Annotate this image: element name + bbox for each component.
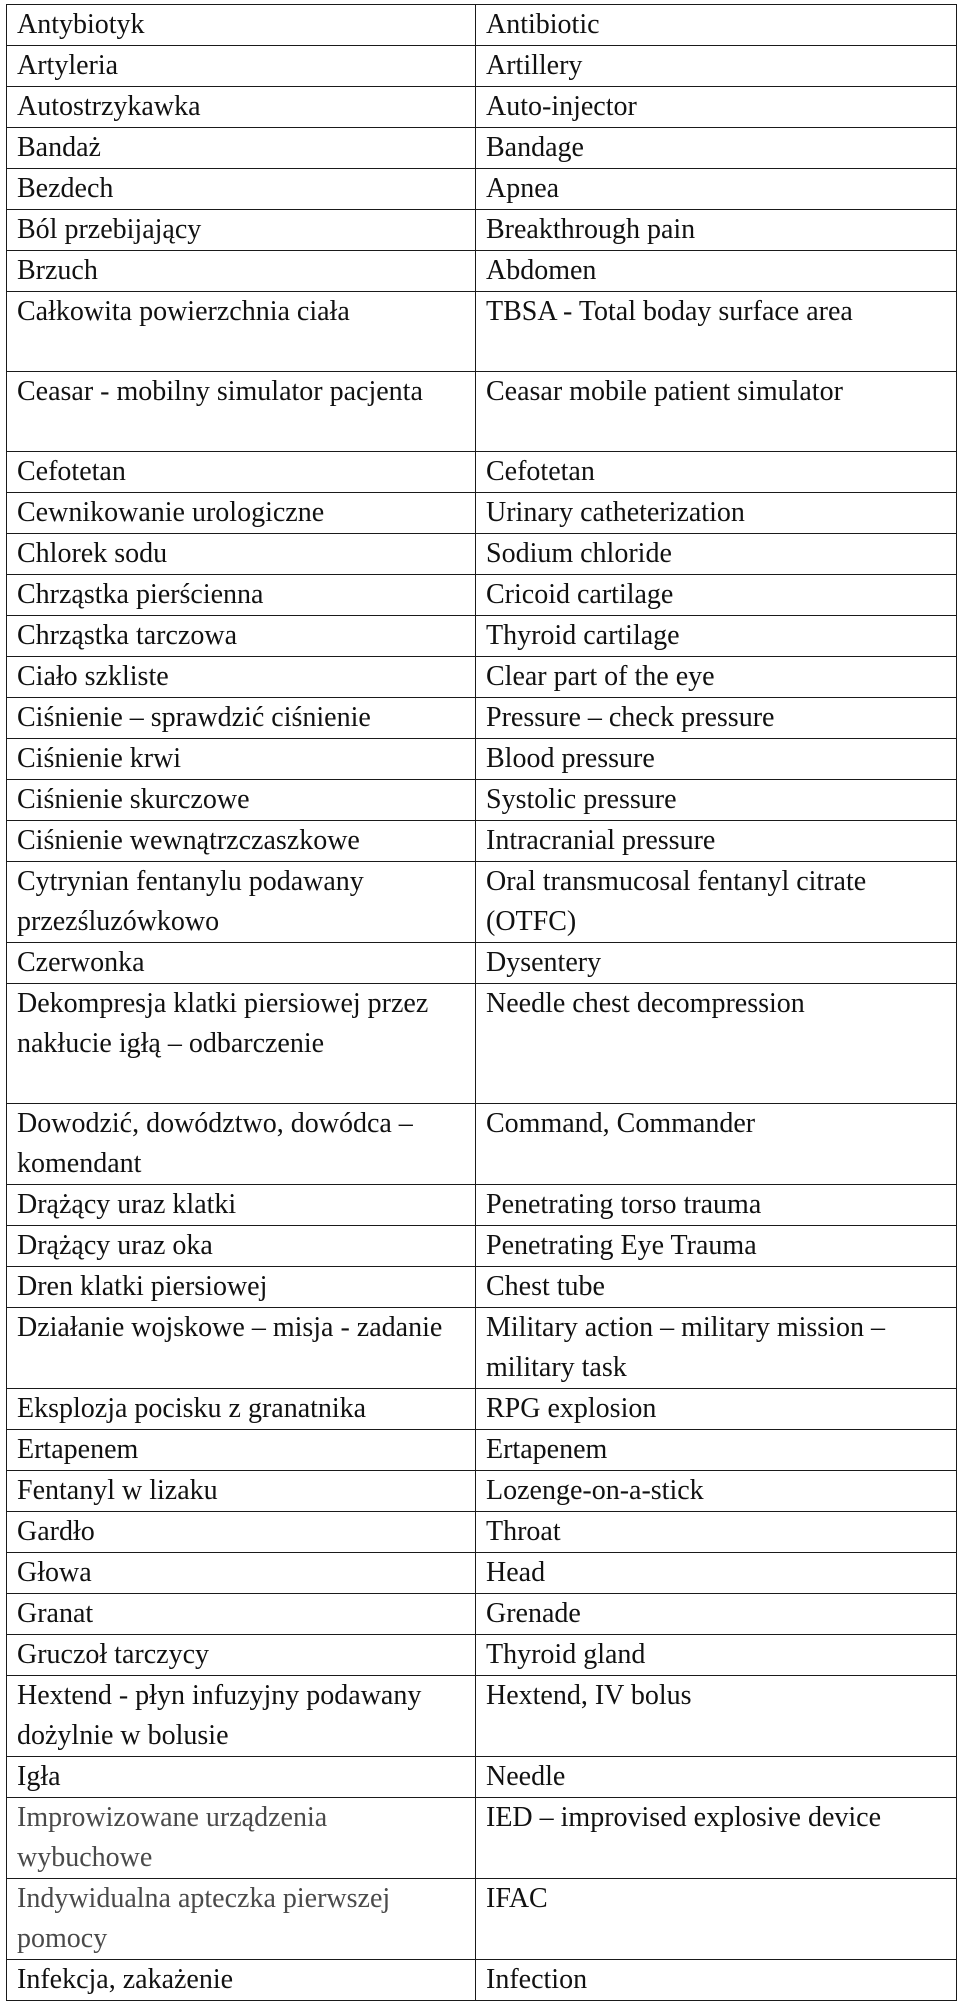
english-term: Thyroid gland	[476, 1635, 957, 1676]
english-term: Urinary catheterization	[476, 493, 957, 534]
polish-term: Chlorek sodu	[7, 534, 476, 575]
english-term: Cricoid cartilage	[476, 575, 957, 616]
english-term: Command, Commander	[476, 1104, 957, 1185]
table-row	[7, 1226, 957, 1267]
english-term: Penetrating torso trauma	[476, 1185, 957, 1226]
table-row	[7, 943, 957, 984]
polish-term: Antybiotyk	[7, 5, 476, 46]
english-term: Lozenge-on-a-stick	[476, 1471, 957, 1512]
polish-term: Bezdech	[7, 169, 476, 210]
polish-term: Działanie wojskowe – misja - zadanie	[7, 1308, 476, 1389]
polish-term: Czerwonka	[7, 943, 476, 984]
polish-term: Improwizowane urządzenia wybuchowe	[7, 1798, 476, 1879]
table-row	[7, 575, 957, 616]
english-term: Antibiotic	[476, 5, 957, 46]
polish-term: Indywidualna apteczka pierwszej pomocy	[7, 1879, 476, 1960]
polish-term: Cewnikowanie urologiczne	[7, 493, 476, 534]
polish-term: Gruczoł tarczycy	[7, 1635, 476, 1676]
table-row	[7, 87, 957, 128]
polish-term: Głowa	[7, 1553, 476, 1594]
table-row	[7, 128, 957, 169]
english-term: Ceasar mobile patient simulator	[476, 372, 957, 452]
polish-term: Eksplozja pocisku z granatnika	[7, 1389, 476, 1430]
table-row	[7, 5, 957, 46]
table-row	[7, 534, 957, 575]
table-row	[7, 210, 957, 251]
english-term: Systolic pressure	[476, 780, 957, 821]
english-term: Clear part of the eye	[476, 657, 957, 698]
polish-term: Fentanyl w lizaku	[7, 1471, 476, 1512]
table-row	[7, 1512, 957, 1553]
polish-term: Ertapenem	[7, 1430, 476, 1471]
english-term: Ertapenem	[476, 1430, 957, 1471]
table-row	[7, 1798, 957, 1879]
table-row	[7, 1553, 957, 1594]
polish-term: Chrząstka tarczowa	[7, 616, 476, 657]
english-term: Apnea	[476, 169, 957, 210]
polish-term: Dekompresja klatki piersiowej przez nakłucie igłą – odbarczenie	[7, 984, 476, 1104]
english-term: Dysentery	[476, 943, 957, 984]
polish-term: Drążący uraz klatki	[7, 1185, 476, 1226]
english-term: Head	[476, 1553, 957, 1594]
polish-term: Dren klatki piersiowej	[7, 1267, 476, 1308]
table-row	[7, 292, 957, 372]
english-term: Grenade	[476, 1594, 957, 1635]
english-term: Needle	[476, 1757, 957, 1798]
polish-term: Infekcja, zakażenie	[7, 1960, 476, 2001]
english-term: Penetrating Eye Trauma	[476, 1226, 957, 1267]
polish-term: Granat	[7, 1594, 476, 1635]
table-row	[7, 251, 957, 292]
polish-term: Dowodzić, dowództwo, dowódca – komendant	[7, 1104, 476, 1185]
polish-term: Ból przebijający	[7, 210, 476, 251]
polish-term: Autostrzykawka	[7, 87, 476, 128]
english-term: Blood pressure	[476, 739, 957, 780]
polish-term: Brzuch	[7, 251, 476, 292]
english-term: Needle chest decompression	[476, 984, 957, 1104]
english-term: RPG explosion	[476, 1389, 957, 1430]
polish-term: Igła	[7, 1757, 476, 1798]
table-row	[7, 372, 957, 452]
polish-term: Ceasar - mobilny simulator pacjenta	[7, 372, 476, 452]
table-row	[7, 739, 957, 780]
english-term: Hextend, IV bolus	[476, 1676, 957, 1757]
english-term: Thyroid cartilage	[476, 616, 957, 657]
polish-term: Ciśnienie wewnątrzczaszkowe	[7, 821, 476, 862]
english-term: Abdomen	[476, 251, 957, 292]
table-row	[7, 1635, 957, 1676]
table-row	[7, 821, 957, 862]
table-row	[7, 657, 957, 698]
table-row	[7, 1430, 957, 1471]
table-row	[7, 1267, 957, 1308]
table-row	[7, 862, 957, 943]
table-row	[7, 452, 957, 493]
table-row	[7, 616, 957, 657]
polish-term: Artyleria	[7, 46, 476, 87]
english-term: Auto-injector	[476, 87, 957, 128]
polish-term: Chrząstka pierścienna	[7, 575, 476, 616]
english-term: TBSA - Total boday surface area	[476, 292, 957, 372]
polish-term: Ciśnienie krwi	[7, 739, 476, 780]
english-term: IFAC	[476, 1879, 957, 1960]
polish-term: Bandaż	[7, 128, 476, 169]
polish-term: Gardło	[7, 1512, 476, 1553]
glossary-table	[6, 4, 957, 2001]
table-row	[7, 1594, 957, 1635]
table-row	[7, 1104, 957, 1185]
table-row	[7, 1389, 957, 1430]
polish-term: Drążący uraz oka	[7, 1226, 476, 1267]
polish-term: Ciśnienie – sprawdzić ciśnienie	[7, 698, 476, 739]
english-term: Breakthrough pain	[476, 210, 957, 251]
english-term: Artillery	[476, 46, 957, 87]
english-term: Cefotetan	[476, 452, 957, 493]
polish-term: Ciało szkliste	[7, 657, 476, 698]
table-row	[7, 1960, 957, 2001]
table-row	[7, 493, 957, 534]
table-row	[7, 984, 957, 1104]
english-term: Military action – military mission – military task	[476, 1308, 957, 1389]
table-row	[7, 169, 957, 210]
english-term: Chest tube	[476, 1267, 957, 1308]
english-term: Oral transmucosal fentanyl citrate (OTFC)	[476, 862, 957, 943]
english-term: Pressure – check pressure	[476, 698, 957, 739]
english-term: Throat	[476, 1512, 957, 1553]
polish-term: Całkowita powierzchnia ciała	[7, 292, 476, 372]
polish-term: Cefotetan	[7, 452, 476, 493]
polish-term: Ciśnienie skurczowe	[7, 780, 476, 821]
english-term: Infection	[476, 1960, 957, 2001]
polish-term: Hextend - płyn infuzyjny podawany dożylnie w bolusie	[7, 1676, 476, 1757]
table-row	[7, 698, 957, 739]
table-row	[7, 1757, 957, 1798]
english-term: Sodium chloride	[476, 534, 957, 575]
table-row	[7, 46, 957, 87]
table-row	[7, 1308, 957, 1389]
table-row	[7, 1471, 957, 1512]
table-row	[7, 1185, 957, 1226]
polish-term: Cytrynian fentanylu podawany przezśluzówkowo	[7, 862, 476, 943]
table-row	[7, 1879, 957, 1960]
english-term: Intracranial pressure	[476, 821, 957, 862]
table-row	[7, 780, 957, 821]
english-term: Bandage	[476, 128, 957, 169]
table-row	[7, 1676, 957, 1757]
english-term: IED – improvised explosive device	[476, 1798, 957, 1879]
